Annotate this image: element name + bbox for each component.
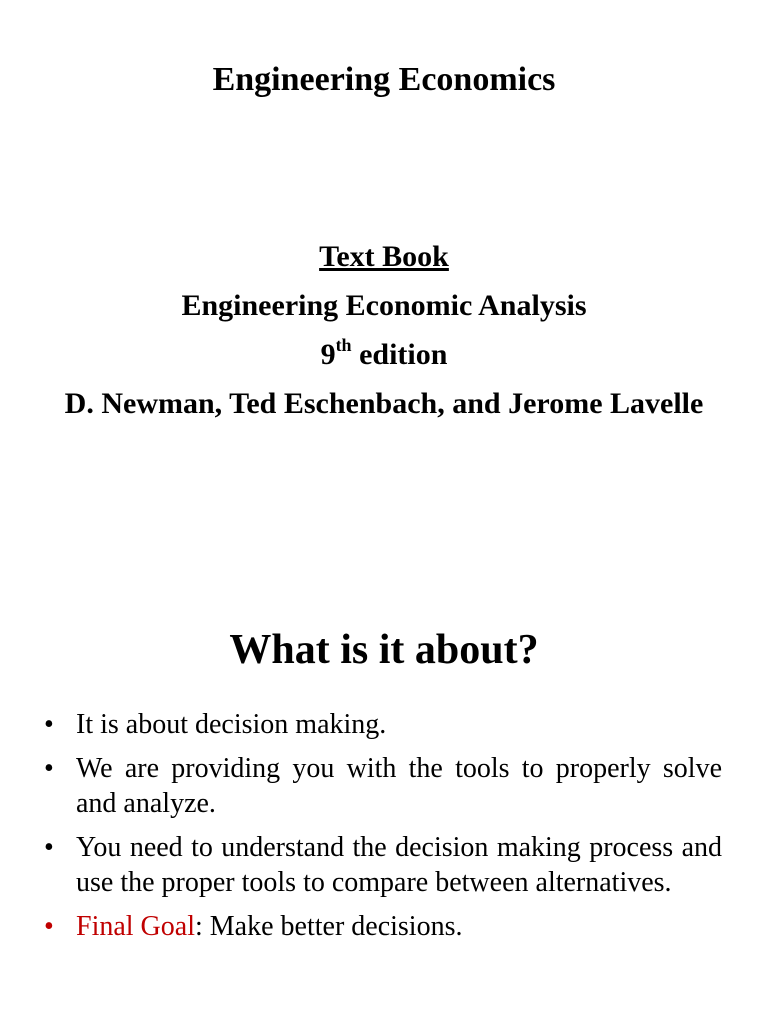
bullet-dot: • [44,709,54,740]
bullet-item-final-goal [44,909,722,944]
bullet-list [44,707,722,953]
bullet-item [44,751,722,821]
bullet-dot: • [44,911,54,942]
bullet-text: You need to understand the decision making process and use the proper tools to compare between alternatives. [76,832,722,898]
edition-suffix: th [335,335,352,355]
final-goal-text: : Make better decisions. [195,911,463,942]
textbook-info [60,232,708,424]
bullet-item [44,830,722,900]
slide-overview [0,512,768,1024]
book-edition [60,330,708,379]
bullet-dot: • [44,753,54,784]
bullet-text: It is about decision making. [76,709,387,740]
edition-number: 9 [320,338,336,371]
slide-title: What is it about? [229,627,539,673]
bullet-item [44,707,722,742]
book-title: Engineering Economic Analysis [181,289,587,322]
bullet-dot: • [44,832,54,863]
textbook-heading: Text Book [319,240,449,273]
bullet-text: We are providing you with the tools to properly solve and analyze. [76,753,722,819]
slide-title: Engineering Economics [212,61,556,98]
final-goal-label: Final Goal [76,911,195,942]
book-authors: D. Newman, Ted Eschenbach, and Jerome Lavelle [64,387,704,420]
edition-label: edition [359,338,448,371]
